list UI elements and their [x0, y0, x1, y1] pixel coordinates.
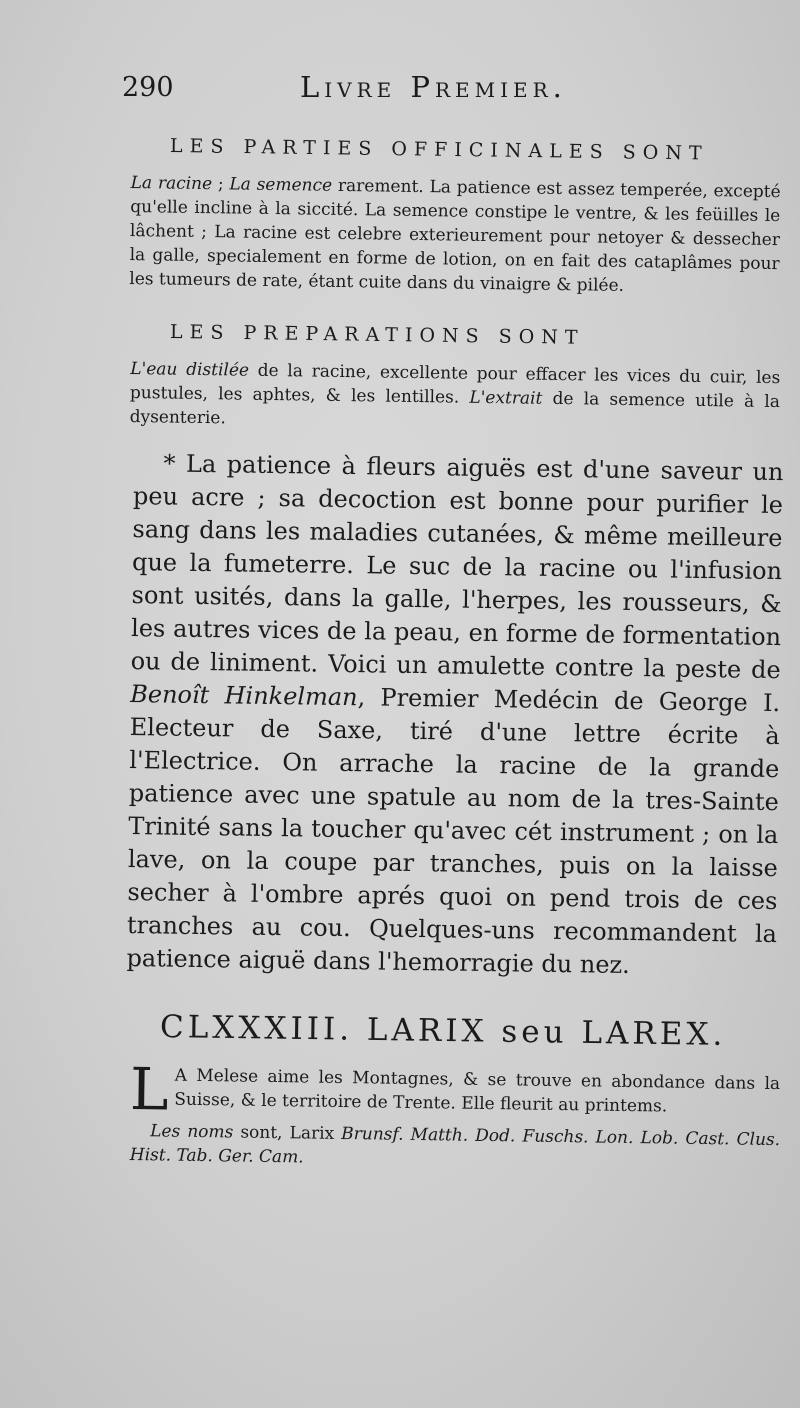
italic-term: L'extrait: [469, 387, 543, 409]
paragraph-text: ;: [211, 174, 230, 195]
paragraph-text: rarement. La patience est assez temperée, excepté qu'elle incline à la siccité. La semence constipe le ventre, & les feüilles le lâchent ; La racine est celebre exterieurement pour netoyer & dessecher la galle, specialement en forme de lotion, on en fait des cataplâmes pour les tumeurs de rate, étant cuite dans du vinaigre & pilée.: [129, 175, 781, 296]
section-heading-preparations: LES PREPARATIONS SONT: [169, 321, 585, 349]
section-heading-parties: LES PARTIES OFFICINALES SONT: [169, 135, 709, 165]
running-title: Livre Premier.: [300, 70, 567, 104]
note-paragraph: [126, 447, 783, 984]
paragraph-text: de la racine, excellente pour effacer les vices du cuir, les pustules, les aphtes, & les lentilles.: [129, 360, 781, 408]
page-body: [126, 125, 784, 1168]
paragraph-text: de la semence utile à la dysenterie.: [129, 388, 781, 429]
paragraph-text: sont, Larix: [233, 1122, 342, 1144]
paragraph-text: * La patience à fleurs aiguës est d'une saveur un peu acre ; sa decoction est bonne pour purifier le sang dans les maladies cutanées, & même meilleure que la fumeterre. Le suc de la racine ou l'infusion sont usités, dans la galle, l'herpes, les rousseurs, & les autres vices de la peau, en forme de formentation ou de liniment. Voici un amulette contre la peste de: [130, 449, 784, 685]
italic-name: Benoît Hinkelman: [130, 680, 358, 712]
italic-term: L'eau distilée: [130, 359, 250, 381]
italic-term: La racine: [130, 173, 213, 195]
italic-term: La semence: [229, 174, 333, 196]
paragraph-preparations: [129, 357, 780, 438]
paragraph-text: A Melese aime les Montagnes, & se trouve en abondance dans la Suisse, & le territoire de Trente. Elle fleurit au printems.: [174, 1065, 781, 1117]
references: Brunsf. Matth. Dod. Fuschs. Lon. Lob. Cast. Clus. Hist. Tab. Ger. Cam.: [129, 1123, 781, 1168]
italic-term: Les noms: [150, 1121, 234, 1143]
running-head: [118, 70, 768, 110]
paragraph-parties: [129, 171, 781, 300]
chapter-intro: [129, 1055, 781, 1124]
chapter-names: [130, 1119, 781, 1176]
drop-cap: L: [129, 1055, 169, 1124]
chapter-heading: CLXXXIII. LARIX seu LAREX.: [159, 1009, 727, 1053]
page-number: 290: [122, 72, 174, 103]
paragraph-text: , Premier Medécin de George I. Electeur de Saxe, tiré d'une lettre écrite à l'Electrice. On arrache la racine de la grande patience avec une spatule au nom de la tres-Sainte Trinité sans la toucher qu'avec cét instrument ; on la lave, on la coupe par tranches, puis on la laisse secher à l'ombre aprés quoi on pend trois de ces tranches au cou. Quelques-uns recommandent la patience aiguë dans l'hemorragie du nez.: [126, 683, 781, 980]
